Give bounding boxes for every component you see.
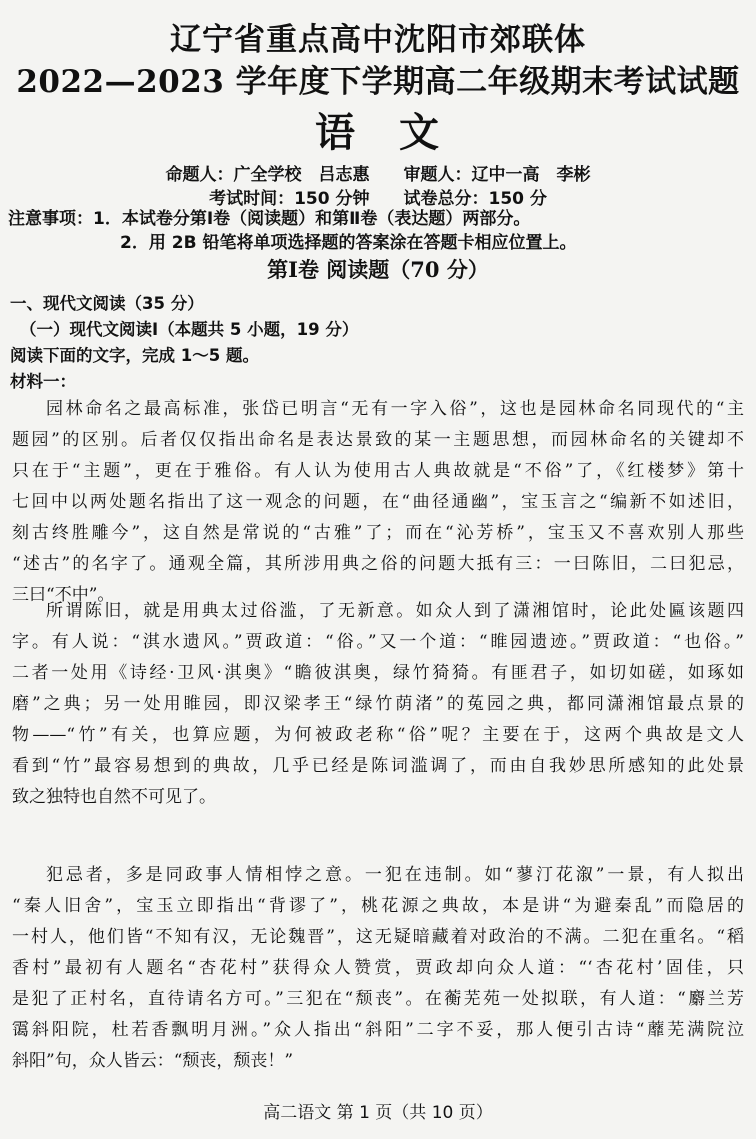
heading-part-one: 一、现代文阅读（35 分） <box>10 294 204 313</box>
exam-time-score: 考试时间：150 分钟 试卷总分：150 分 <box>209 189 547 209</box>
notes-item-1: 1．本试卷分第Ⅰ卷（阅读题）和第Ⅱ卷（表达题）两部分。 <box>93 209 531 229</box>
heading-reading-one: （一）现代文阅读Ⅰ（本题共 5 小题，19 分） <box>20 320 359 339</box>
paragraph-1 <box>12 394 744 611</box>
paragraph-line: 一村人，他们皆“不知有汉，无论魏晋”，这无疑暗藏着对政治的不满。二犯在重名。“稻 <box>12 927 744 947</box>
notes-row-1 <box>8 207 748 231</box>
paragraph-line: 只在于“主题”，更在于雅俗。有人认为使用古人典故就是“不俗”了，《红楼梦》第十 <box>12 461 744 481</box>
paragraph-3 <box>12 860 744 1077</box>
paragraph-line: 二者一处用《诗经·卫风·淇奥》“瞻彼淇奥，绿竹猗猗。有匪君子，如切如磋，如琢如 <box>12 663 744 683</box>
exam-title-school: 辽宁省重点高中沈阳市郊联体 <box>170 22 586 58</box>
paragraph-2 <box>12 596 744 813</box>
paragraph-line: “秦人旧舍”，宝玉立即指出“背谬了”，桃花源之典故，本是讲“为避秦乱”而隐居的 <box>12 896 744 916</box>
exam-notes <box>8 207 748 255</box>
paragraph-line: 香村”最初有人题名“杏花村”获得众人赞赏，贾政却向众人道：“‘杏花村’固佳，只 <box>12 958 744 978</box>
paragraph-line: 看到“竹”最容易想到的典故，几乎已经是陈词滥调了，而由自我妙思所感知的此处景 <box>12 756 744 776</box>
exam-authors: 命题人：广全学校 吕志惠 审题人：辽中一高 李彬 <box>165 165 591 185</box>
paragraph-line: 致之独特也自然不可见了。 <box>12 787 216 807</box>
paragraph-line: 七回中以两处题名指出了这一观念的问题，在“曲径通幽”，宝玉言之“编新不如述旧， <box>12 492 744 512</box>
paragraph-line: 是犯了正村名，直待请名方可。”三犯在“颓丧”。在蘅芜苑一处拟联，有人道：“麝兰芳 <box>12 989 744 1009</box>
paragraph-line: 霭斜阳院，杜若香飘明月洲。”众人指出“斜阳”二字不妥，那人便引古诗“蘼芜满院泣 <box>12 1020 744 1040</box>
heading-material-one: 材料一： <box>10 372 76 391</box>
section-title: 第Ⅰ卷 阅读题（70 分） <box>267 257 489 282</box>
heading-instruction: 阅读下面的文字，完成 1～5 题。 <box>10 346 259 365</box>
paragraph-line: 题园”的区别。后者仅仅指出命名是表达景致的某一主题思想，而园林命名的关键却不 <box>12 430 744 450</box>
notes-item-2: 2．用 2B 铅笔将单项选择题的答案涂在答题卡相应位置上。 <box>120 233 577 253</box>
paragraph-line: 字。有人说：“淇水遗风。”贾政道：“俗。”又一个道：“睢园遗迹。”贾政道：“也俗。” <box>12 632 744 652</box>
exam-subject: 语 文 <box>315 109 441 156</box>
paragraph-line: 物——“竹”有关，也算应题，为何被政老称“俗”呢？主要在于，这两个典故是文人 <box>12 725 744 745</box>
notes-label: 注意事项： <box>8 209 93 229</box>
exam-title-term: 2022—2023 学年度下学期高二年级期末考试试题 <box>16 64 740 100</box>
paragraph-line: 园林命名之最高标准，张岱已明言“无有一字入俗”，这也是园林命名同现代的“主 <box>46 399 744 419</box>
paragraph-line: 刻古终胜雕今”，这自然是常说的“古雅”了；而在“沁芳桥”，宝玉又不喜欢别人那些 <box>12 523 744 543</box>
notes-row-2 <box>8 231 748 255</box>
paragraph-line: “述古”的名字了。通观全篇，其所涉用典之俗的问题大抵有三：一曰陈旧，二曰犯忌， <box>12 554 744 574</box>
paragraph-line: 三曰“不中”。 <box>12 585 115 605</box>
paragraph-line: 斜阳”句，众人皆云：“颓丧，颓丧！” <box>12 1051 294 1071</box>
page-footer: 高二语文 第 1 页（共 10 页） <box>263 1103 493 1123</box>
paragraph-line: 犯忌者，多是同政事人情相悖之意。一犯在违制。如“蓼汀花溆”一景，有人拟出 <box>46 865 744 885</box>
paragraph-line: 磨”之典；另一处用睢园，即汉梁孝王“绿竹荫渚”的菟园之典，都同潇湘馆最点景的 <box>12 694 744 714</box>
paragraph-line: 所谓陈旧，就是用典太过俗滥，了无新意。如众人到了潇湘馆时，论此处匾该题四 <box>46 601 744 621</box>
